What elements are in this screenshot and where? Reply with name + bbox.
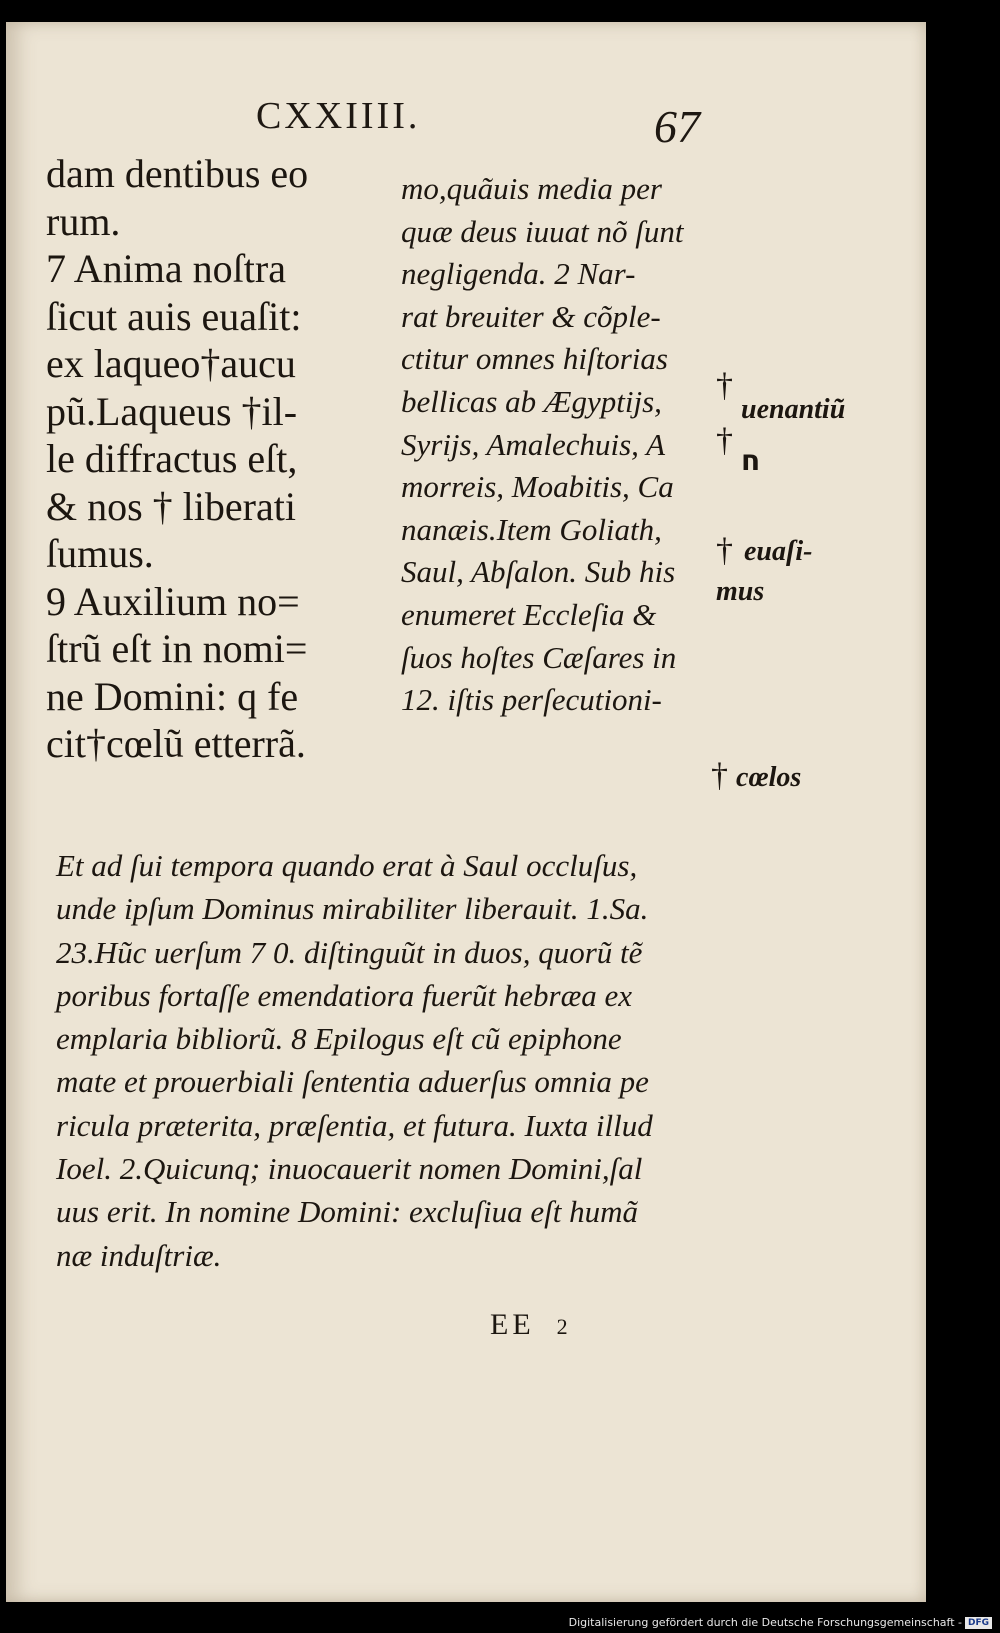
- psalm-line: le diffractus eſt,: [46, 436, 298, 481]
- psalm-line: rum.: [46, 198, 121, 244]
- commentary-line: morreis, Moabitis, Ca: [401, 469, 674, 505]
- psalm-line: ſtrũ eſt in nomi=: [46, 626, 308, 671]
- margin-note-euasimus-1: euaſi-: [744, 536, 813, 567]
- psalm-line: pũ.Laqueus †il-: [46, 388, 298, 434]
- signature-number: 2: [556, 1314, 572, 1339]
- margin-dagger: †: [716, 422, 733, 459]
- digitization-credit: [569, 1616, 992, 1629]
- commentary-line: rat breuiter & cõple-: [401, 298, 661, 334]
- psalm-text-column: [46, 150, 366, 768]
- dfg-logo: DFG: [965, 1617, 992, 1629]
- commentary-column: [401, 168, 701, 722]
- running-head: CXXIIII.: [256, 95, 421, 137]
- psalm-line: dam dentibus eo: [46, 151, 309, 196]
- book-page: [6, 22, 926, 1602]
- commentary-line: ctitur omnes hiſtorias: [401, 341, 668, 377]
- commentary-line: 23.Hũc uerſum 7 0. diſtinguũt in duos, quorũ tẽ: [56, 934, 643, 970]
- commentary-line: unde ipſum Dominus mirabiliter liberauit. 1.Sa.: [56, 891, 649, 927]
- page-number: 67: [654, 101, 700, 152]
- signature-letters: EE: [490, 1308, 535, 1341]
- psalm-line: 7 Anima noſtra: [46, 246, 286, 291]
- margin-dagger: †: [716, 532, 733, 569]
- psalm-line: ſumus.: [46, 531, 154, 576]
- commentary-line: Syrijs, Amalechuis, A: [401, 426, 666, 462]
- margin-note-uenantium: uenantiũ: [741, 394, 846, 425]
- commentary-line: ſuos hoſtes Cæſares in: [401, 639, 677, 675]
- commentary-line: næ induſtriæ.: [56, 1237, 222, 1273]
- psalm-line: 9 Auxilium no=: [46, 578, 300, 624]
- psalm-line: ex laqueo†aucu: [46, 341, 296, 386]
- commentary-line: mate et prouerbiali ſententia aduerſus omnia pe: [56, 1064, 649, 1100]
- margin-dagger: †: [711, 757, 728, 794]
- commentary-line: bellicas ab Ægyptijs,: [401, 383, 662, 419]
- commentary-line: emplaria bibliorũ. 8 Epilogus eſt cũ epiphone: [56, 1021, 622, 1057]
- signature-mark: [490, 1308, 572, 1342]
- commentary-line: enumeret Eccleſia &: [401, 596, 657, 632]
- commentary-line: Ioel. 2.Quicunq; inuocauerit nomen Domini,ſal: [56, 1151, 643, 1187]
- psalm-line: ſicut auis euaſit:: [46, 293, 302, 339]
- psalm-line: & nos † liberati: [46, 483, 296, 529]
- margin-note-coelos: cœlos: [736, 762, 802, 793]
- psalm-line: cit†cœlũ etterrã.: [46, 721, 306, 766]
- margin-note-hebrew: ח: [741, 444, 761, 477]
- commentary-line: 12. iſtis perſecutioni-: [401, 682, 662, 718]
- commentary-line: negligenda. 2 Nar-: [401, 256, 636, 292]
- margin-dagger: †: [716, 367, 733, 404]
- commentary-line: uus erit. In nomine Domini: excluſiua eſt humã: [56, 1194, 639, 1230]
- commentary-line: ricula præterita, præſentia, et futura. Iuxta illud: [56, 1107, 653, 1143]
- commentary-line: Et ad ſui tempora quando erat à Saul occluſus,: [56, 848, 638, 883]
- commentary-line: nanæis.Item Goliath,: [401, 511, 662, 547]
- credit-text: Digitalisierung gefördert durch die Deutsche Forschungsgemeinschaft -: [568, 1616, 962, 1629]
- commentary-line: quæ deus iuuat nõ ſunt: [401, 213, 684, 249]
- commentary-line: mo,quãuis media per: [401, 171, 662, 206]
- commentary-line: Saul, Abſalon. Sub his: [401, 554, 676, 590]
- margin-note-euasimus-2: mus: [716, 576, 765, 607]
- commentary-line: poribus fortaſſe emendatiora fuerũt hebræa ex: [56, 977, 633, 1013]
- commentary-continuation: [56, 844, 706, 1277]
- psalm-line: ne Domini: q fe: [46, 673, 299, 719]
